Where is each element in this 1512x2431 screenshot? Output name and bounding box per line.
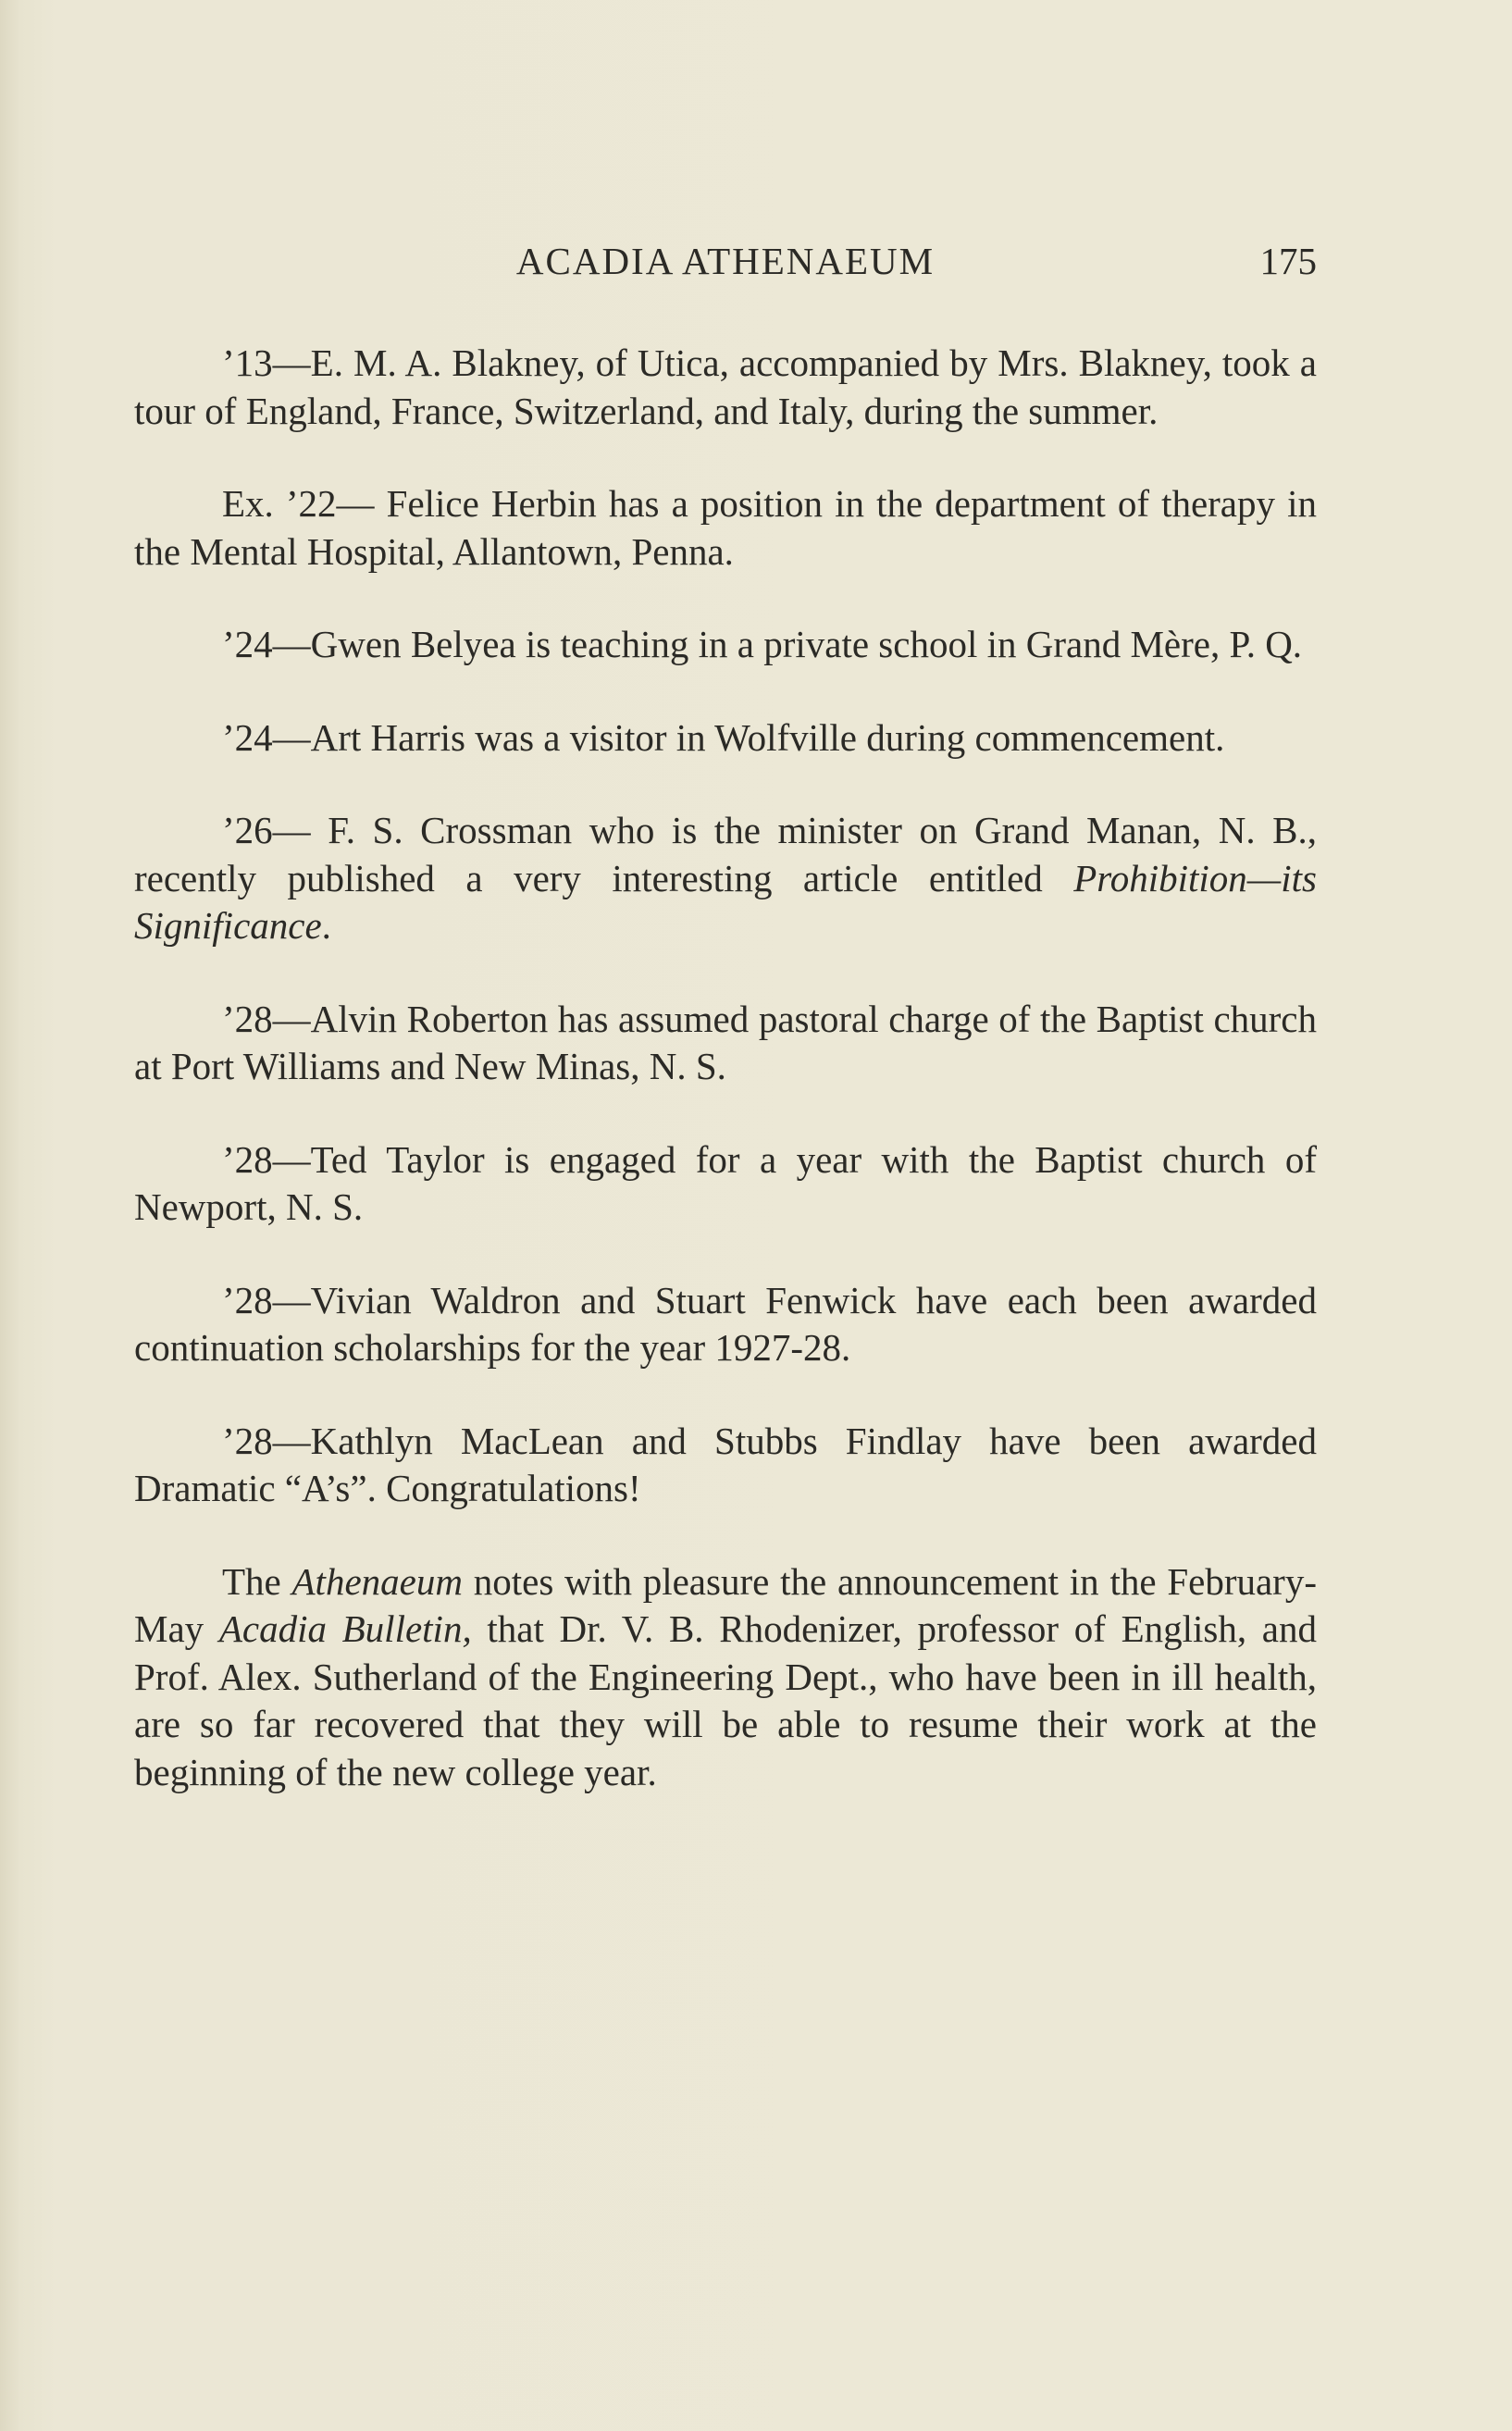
- note-belyea: ’24—Gwen Belyea is teaching in a private school in Grand Mère, P. Q.: [222, 623, 1303, 665]
- bulletin-name: Acadia Bulletin,: [218, 1607, 472, 1650]
- note-roberton: ’28—Alvin Roberton has assumed pastoral charge of the Baptist church at Port Williams and New Minas, N. S.: [134, 997, 1317, 1087]
- athenaeum-name: Athenaeum: [291, 1559, 463, 1603]
- running-header: [134, 239, 1317, 294]
- page-number: 175: [1259, 240, 1317, 282]
- article-body: [134, 340, 1317, 1842]
- note-waldron-fenwick: ’28—Vivian Waldron and Stuart Fenwick have each been awarded continuation scholarships for the year 1927-28.: [134, 1278, 1317, 1369]
- rhodenizer-part1: The: [222, 1559, 292, 1603]
- note-maclean-findlay: ’28—Kathlyn MacLean and Stubbs Findlay have been awarded Dramatic “A’s”. Congratulations!: [134, 1419, 1317, 1509]
- rhodenizer-part3: that Dr. V. B. Rhodenizer, professor of English, and Prof. Alex. Sutherland of the Engineering Dept., who have been in ill health, are so far recovered that they will be able to resume their work at the beginning of the new college year.: [134, 1607, 1317, 1793]
- crossman-end: .: [321, 904, 331, 947]
- rhodenizer-part2: notes with pleasure the announcement in the February-May: [134, 1559, 1317, 1650]
- note-taylor: ’28—Ted Taylor is engaged for a year with the Baptist church of Newport, N. S.: [134, 1137, 1317, 1228]
- journal-title: ACADIA ATHENAEUM: [515, 240, 936, 282]
- article-title: Prohibition—its Significance: [134, 856, 1317, 947]
- note-herbin: Ex. ’22— Felice Herbin has a position in the department of therapy in the Mental Hospital, Allantown, Penna.: [134, 482, 1317, 573]
- note-crossman: [134, 807, 1317, 950]
- note-rhodenizer: [134, 1558, 1317, 1797]
- note-harris: ’24—Art Harris was a visitor in Wolfville during commencement.: [222, 715, 1225, 759]
- note-blakney: ’13—E. M. A. Blakney, of Utica, accompanied by Mrs. Blakney, took a tour of England, France, Switzerland, and Italy, during the summer.: [134, 341, 1317, 432]
- crossman-text: ’26— F. S. Crossman who is the minister on Grand Manan, N. B., recently published a very interesting article entitled: [134, 809, 1317, 899]
